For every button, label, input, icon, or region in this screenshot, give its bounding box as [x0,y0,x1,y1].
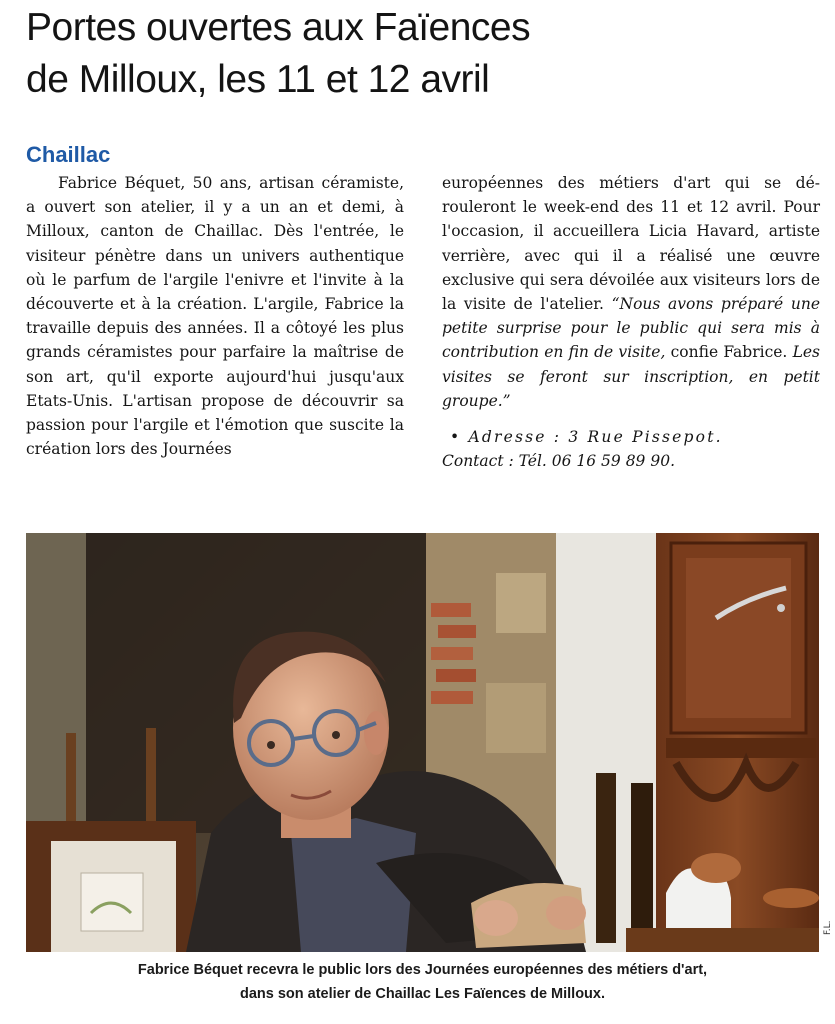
article-photo [26,533,819,952]
caption-line-2: dans son atelier de Chaillac Les Faïences de Milloux. [239,986,606,1002]
contact-line: Contact : Tél. 06 16 59 89 90. [442,452,675,471]
caption-line-1: Fabrice Béquet recevra le public lors des Journées européennes des métiers d'art, [137,962,708,978]
photo-caption [26,958,819,1006]
article-continuation-text: européennes des métiers d'art qui se dérouleront le week-end des 11 et 12 avril. Pour l'occasion, il accueillera Licia Havard, artiste verrière, avec qui il a réalisé une œuvre exclusive qui sera dévoilée aux visiteurs lors de la visite de l'atelier. [442,174,820,314]
article-paragraph-1: Fabrice Béquet, 50 ans, artisan céramiste, a ouvert son atelier, il y a un an et demi, à Milloux, canton de Chaillac. Dès l'entrée, le visiteur pénètre dans un univers authentique où le parfum de l'argile l'enivre et l'invite à la découverte et à la création. L'argile, Fabrice la travaille depuis des années. Il a côtoyé les plus grands céramistes pour parfaire la maîtrise de son art, qu'il exporte aujourd'hui jusqu'aux Etats-Unis. L'artisan propose de découvrir sa passion pour l'argile et l'émotion que suscite la création lors des Journées [26,174,404,459]
article-paragraph-2 [442,171,820,413]
article-column-right [442,171,820,473]
article-body [26,138,820,498]
photo-credit: F.L. [823,920,833,935]
headline-line-1: Portes ouvertes aux Faïences [26,6,531,49]
headline [26,2,826,106]
quote-part-1: “Nous avons préparé une petite surprise pour le public qui sera mis à contribution en fin de visite, [442,295,820,362]
quote-attribution: confie Fabrice. [665,343,793,362]
address-block [442,425,820,473]
photo-illustration [26,533,819,952]
address-line: • Adresse : 3 Rue Pissepot. [450,428,723,447]
location-kicker: Chaillac [26,142,111,167]
article-column-left [26,171,404,461]
headline-line-2: de Milloux, les 11 et 12 avril [26,58,490,101]
quote-part-2: Les visites se feront sur inscription, en petit groupe.” [442,343,820,410]
